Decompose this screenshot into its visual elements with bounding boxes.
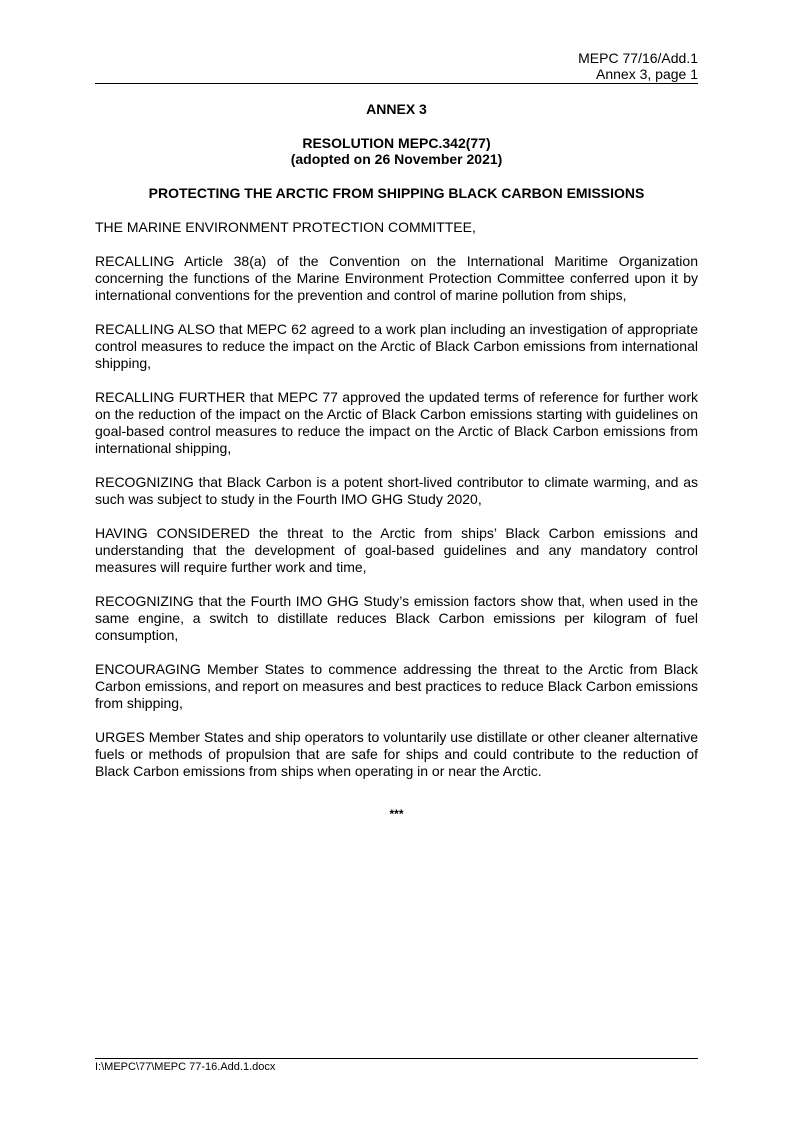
paragraph-encouraging: ENCOURAGING Member States to commence addressing the threat to the Arctic from Black Carbon emissions, and report on measures and best practices to reduce Black Carbon emissions from shipping, [95, 661, 698, 711]
resolution-body [95, 219, 698, 797]
document-reference: MEPC 77/16/Add.1 [578, 50, 698, 66]
paragraph-urges: URGES Member States and ship operators to voluntarily use distillate or other cleaner alternative fuels or methods of propulsion that are safe for ships and could contribute to the reduction of Black Carbon emissions from ships when operating in or near the Arctic. [95, 729, 698, 779]
paragraph-recognizing-emission-factors: RECOGNIZING that the Fourth IMO GHG Study’s emission factors show that, when used in the same engine, a switch to distillate reduces Black Carbon emissions per kilogram of fuel consumption, [95, 593, 698, 643]
resolution-number: RESOLUTION MEPC.342(77) [302, 135, 491, 151]
paragraph-committee: THE MARINE ENVIRONMENT PROTECTION COMMITTEE, [95, 219, 476, 235]
footer-divider [95, 1058, 698, 1059]
footer-file-path: I:\MEPC\77\MEPC 77-16.Add.1.docx [95, 1061, 276, 1073]
page-reference: Annex 3, page 1 [596, 66, 698, 82]
annex-title: ANNEX 3 [366, 101, 427, 117]
header-divider [95, 83, 698, 84]
adoption-date: (adopted on 26 November 2021) [290, 151, 503, 167]
page-header [95, 50, 698, 82]
paragraph-recalling: RECALLING Article 38(a) of the Convention on the International Maritime Organization concerning the functions of the Marine Environment Protection Committee conferred upon it by international conventions for the prevention and control of marine pollution from ships, [95, 253, 698, 303]
paragraph-recalling-further: RECALLING FURTHER that MEPC 77 approved the updated terms of reference for further work on the reduction of the impact on the Arctic of Black Carbon emissions starting with guidelines on goal-based control measures to reduce the impact on the Arctic of Black Carbon emissions from international shipping, [95, 389, 698, 456]
paragraph-having-considered: HAVING CONSIDERED the threat to the Arctic from ships’ Black Carbon emissions and understanding that the development of goal-based guidelines and any mandatory control measures will require further work and time, [95, 525, 698, 575]
end-separator: *** [389, 807, 404, 821]
paragraph-recognizing: RECOGNIZING that Black Carbon is a potent short-lived contributor to climate warming, and as such was subject to study in the Fourth IMO GHG Study 2020, [95, 474, 698, 507]
paragraph-recalling-also: RECALLING ALSO that MEPC 62 agreed to a work plan including an investigation of appropriate control measures to reduce the impact on the Arctic of Black Carbon emissions from international shipping, [95, 321, 698, 371]
resolution-subject: PROTECTING THE ARCTIC FROM SHIPPING BLACK CARBON EMISSIONS [148, 185, 645, 201]
